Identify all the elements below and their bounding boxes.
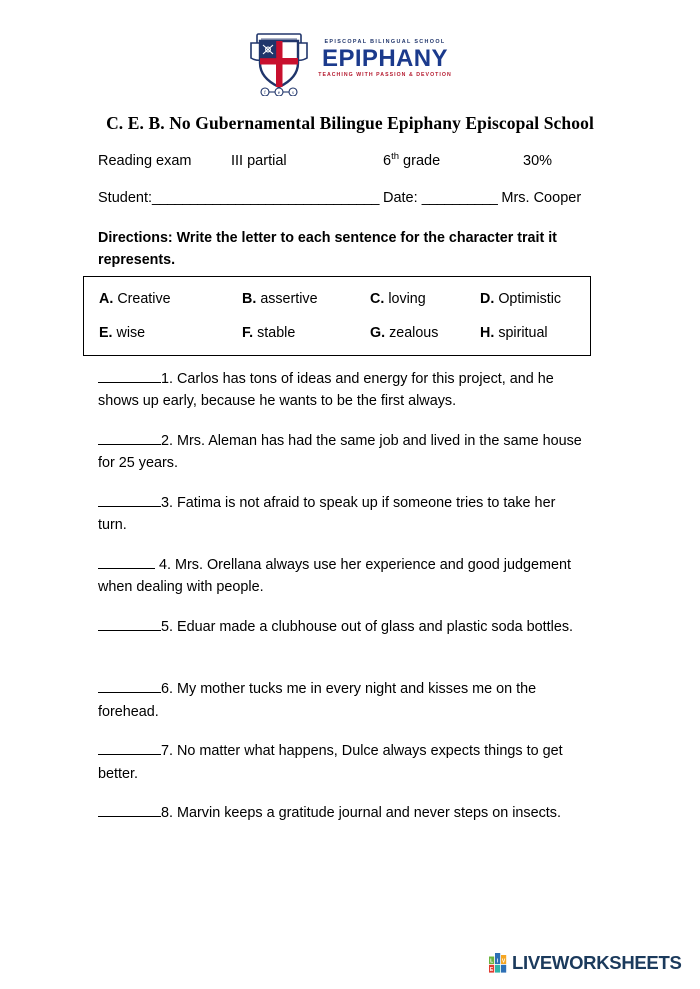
svg-text:s: s [292, 91, 295, 96]
page-title: C. E. B. No Gubernamental Bilingue Epiphany Episcopal School [106, 113, 594, 133]
option-letter: E. [99, 325, 113, 341]
question-number: 3. [161, 494, 174, 511]
option-word: zealous [389, 325, 439, 341]
word-bank-option-h[interactable] [480, 325, 590, 341]
liveworksheets-tiles-icon [489, 953, 508, 973]
word-bank-box [83, 276, 591, 356]
question-item [98, 678, 586, 723]
logo-tagline-bottom: TEACHING WITH PASSION & DEVOTION [318, 72, 452, 79]
question-item [98, 430, 586, 475]
grade-number: 6 [383, 153, 392, 169]
svg-text:f: f [264, 91, 267, 96]
question-text: Carlos has tons of ideas and energy for this project, and he shows up early, because he wants to be the first always. [98, 371, 554, 410]
word-bank-option-f[interactable] [242, 325, 370, 341]
question-number: 6. [161, 681, 174, 698]
answer-blank[interactable] [98, 617, 161, 631]
question-item [98, 554, 586, 599]
option-letter: A. [99, 291, 114, 307]
option-letter: C. [370, 291, 385, 307]
option-letter: G. [370, 325, 386, 341]
grade-suffix: th [391, 151, 400, 163]
exam-info-row [98, 153, 598, 169]
word-bank-row [84, 288, 590, 310]
svg-text:e: e [278, 91, 281, 96]
option-word: assertive [260, 291, 318, 307]
answer-blank[interactable] [98, 493, 161, 507]
question-item [98, 802, 586, 824]
word-bank-option-c[interactable] [370, 291, 480, 307]
question-number: 4. [155, 556, 171, 573]
exam-grade [383, 153, 523, 169]
question-item [98, 616, 586, 638]
school-logo [0, 30, 700, 96]
student-name-blank[interactable]: ______________________________ [152, 190, 379, 206]
question-number: 5. [161, 618, 174, 635]
question-number: 1. [161, 371, 174, 387]
student-info-row [98, 190, 608, 206]
logo-name: EPIPHANY [322, 45, 448, 73]
word-bank-option-b[interactable] [242, 291, 370, 307]
liveworksheets-footer[interactable] [489, 953, 682, 973]
question-number: 8. [161, 805, 174, 822]
answer-blank[interactable] [98, 369, 161, 383]
question-text: No matter what happens, Dulce always expects things to get better. [98, 743, 563, 782]
question-number: 7. [161, 743, 174, 760]
question-text: Mrs. Aleman has had the same job and lived in the same house for 25 years. [98, 432, 582, 472]
question-item [98, 740, 586, 785]
answer-blank[interactable] [98, 679, 161, 693]
liveworksheets-wordmark: LIVEWORKSHEETS [512, 951, 682, 973]
question-text: Eduar made a clubhouse out of glass and plastic soda bottles. [177, 618, 574, 635]
word-bank-row [84, 322, 590, 344]
svg-text:L: L [490, 958, 494, 965]
option-letter: H. [480, 325, 495, 341]
question-text: Mrs. Orellana always use her experience and good judgement when dealing with people. [98, 556, 571, 596]
svg-text:E: E [489, 967, 494, 973]
option-word: Optimistic [498, 291, 562, 307]
option-word: Creative [117, 291, 171, 307]
answer-blank[interactable] [98, 555, 155, 569]
word-bank-option-d[interactable] [480, 291, 590, 307]
question-text: Marvin keeps a gratitude journal and never steps on insects. [177, 805, 561, 822]
grade-word: grade [403, 153, 441, 169]
word-bank-option-e[interactable] [84, 325, 242, 341]
svg-text:I: I [496, 958, 499, 965]
option-letter: D. [480, 291, 495, 307]
logo-tagline-top: EPISCOPAL BILINGUAL SCHOOL [324, 38, 446, 45]
date-label: Date: [382, 190, 418, 206]
exam-percent: 30% [523, 153, 553, 169]
exam-type: Reading exam [98, 153, 192, 169]
svg-text:V: V [501, 958, 506, 965]
shield-icon [248, 30, 310, 96]
questions-list [98, 368, 586, 842]
answer-blank[interactable] [98, 803, 161, 817]
teacher-name: Mrs. Cooper [501, 190, 582, 206]
exam-partial: III partial [231, 153, 287, 169]
option-word: wise [116, 325, 146, 341]
answer-blank[interactable] [98, 431, 161, 445]
student-label: Student: [98, 190, 153, 206]
question-text: My mother tucks me in every night and kisses me on the forehead. [98, 681, 537, 720]
date-blank[interactable]: __________ [421, 190, 498, 206]
option-letter: F. [242, 325, 254, 341]
question-item [98, 492, 586, 537]
option-letter: B. [242, 291, 257, 307]
word-bank-option-g[interactable] [370, 325, 480, 341]
directions-text: Directions: Write the letter to each sentence for the character trait it represents. [98, 230, 557, 269]
question-number: 2. [161, 432, 174, 449]
question-text: Fatima is not afraid to speak up if someone tries to take her turn. [98, 494, 556, 534]
word-bank-option-a[interactable] [84, 291, 242, 307]
option-word: spiritual [498, 325, 548, 341]
option-word: loving [388, 291, 426, 307]
option-word: stable [257, 325, 296, 341]
question-item [98, 368, 586, 413]
answer-blank[interactable] [98, 741, 161, 755]
